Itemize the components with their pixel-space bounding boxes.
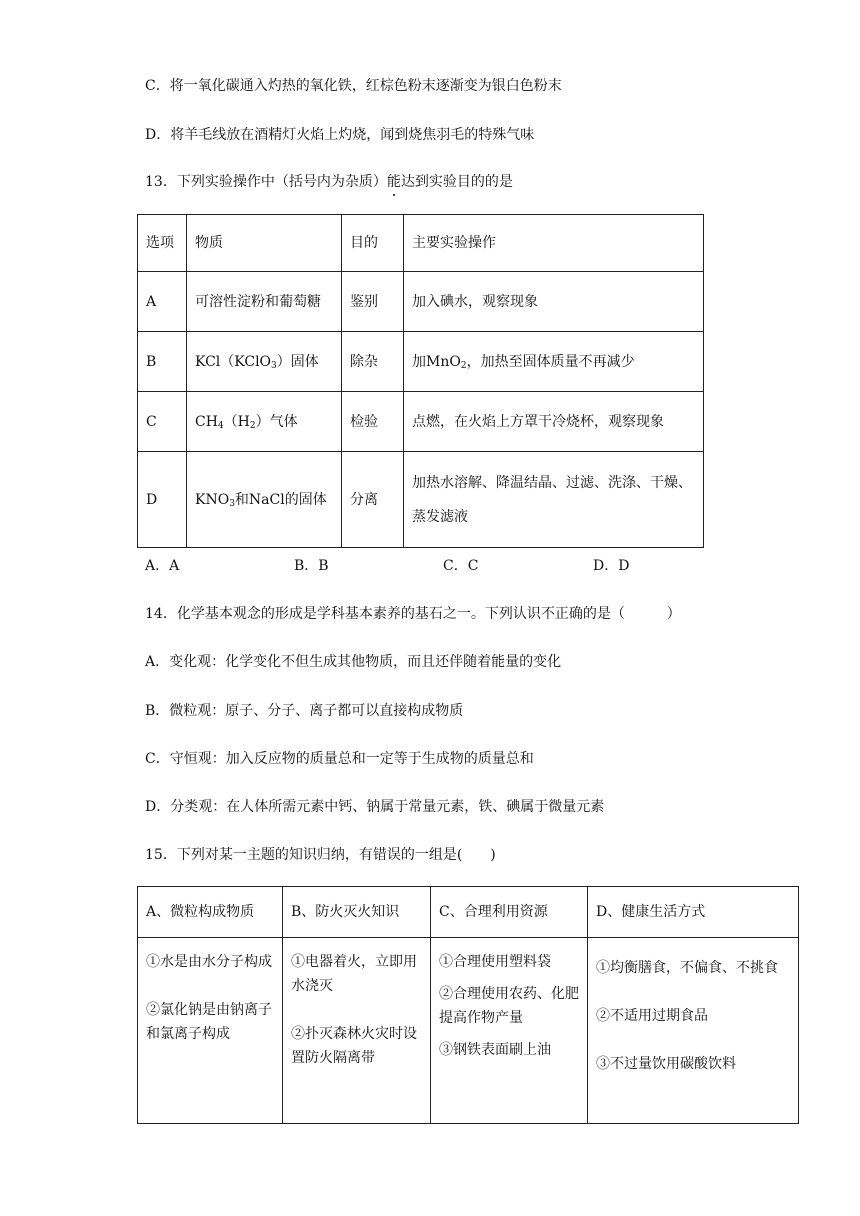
q13-emphasis-char: 能 xyxy=(386,174,401,190)
t13-row-c-substance: $CH_4(H_2)$气体 xyxy=(187,392,342,452)
option-d-line: D．将羊毛线放在酒精灯火焰上灼烧，闻到烧焦羽毛的特殊气味 xyxy=(145,127,535,143)
t15-c-item-2: ②合理使用农药、化肥提高作物产量 xyxy=(439,986,579,1026)
question-15-stem: 15．下列对某一主题的知识归纳，有错误的一组是( ) xyxy=(145,847,496,863)
q13-option-b[interactable]: B．B xyxy=(294,558,329,574)
t13-row-d-substance: $KNO_3$和NaCl的固体 xyxy=(187,452,342,548)
t13-row-a-purpose: 鉴别 xyxy=(342,272,404,332)
t15-c-item-3: ③钢铁表面刷上油 xyxy=(439,1042,551,1058)
t13-row-a-option: A xyxy=(138,272,187,332)
q14-option-c[interactable]: C．守恒观：加入反应物的质量总和一定等于生成物的质量总和 xyxy=(145,751,534,767)
t13-row-b-option: B xyxy=(138,332,187,392)
option-c-line: C．将一氧化碳通入灼热的氧化铁，红棕色粉末逐渐变为银白色粉末 xyxy=(145,78,562,94)
t15-d-item-3: ③不过量饮用碳酸饮料 xyxy=(596,1056,736,1072)
t15-cell-d xyxy=(588,938,799,1124)
t15-header-b: B、防火灭火知识 xyxy=(283,887,431,938)
t13-row-c-operation: 点燃，在火焰上方罩干冷烧杯，观察现象 xyxy=(404,392,704,452)
t13-header-purpose: 目的 xyxy=(342,215,404,272)
t13-header-option: 选项 xyxy=(138,215,187,272)
t15-b-item-1: ①电器着火，立即用水浇灭 xyxy=(291,954,417,994)
t13-row-b-substance: KCl（KClO$_3$）固体 xyxy=(187,332,342,392)
t13-row-b-operation: 加MnO$_2$，加热至固体质量不再减少 xyxy=(404,332,704,392)
question-13-table xyxy=(137,214,704,548)
t15-header-a: A、微粒构成物质 xyxy=(138,887,283,938)
q13-option-c[interactable]: C．C xyxy=(443,558,479,574)
t13-row-d-operation: 加热水溶解、降温结晶、过滤、洗涤、干燥、 蒸发滤液 xyxy=(404,452,704,548)
t15-a-item-1: ①水是由水分子构成 xyxy=(146,954,272,970)
t15-b-item-2: ②扑灭森林火灾时设置防火隔离带 xyxy=(291,1026,417,1066)
q13-option-d[interactable]: D．D xyxy=(593,558,630,574)
t15-header-c: C、合理利用资源 xyxy=(431,887,588,938)
question-15-table xyxy=(137,886,799,1124)
t13-row-c-option: C xyxy=(138,392,187,452)
t15-c-item-1: ①合理使用塑料袋 xyxy=(439,954,551,970)
t13-row-d-purpose: 分离 xyxy=(342,452,404,548)
question-14-stem: 14．化学基本观念的形成是学科基本素养的基石之一。下列认识不正确的是（ ） xyxy=(145,606,681,622)
t13-header-operation: 主要实验操作 xyxy=(404,215,704,272)
q13-stem-part2: 达到实验目的的是 xyxy=(400,174,513,190)
t15-d-item-2: ②不适用过期食品 xyxy=(596,1008,708,1024)
t15-cell-c xyxy=(431,938,588,1124)
t13-row-d-option: D xyxy=(138,452,187,548)
t15-cell-a xyxy=(138,938,283,1124)
q14-option-d[interactable]: D．分类观：在人体所需元素中钙、钠属于常量元素，铁、碘属于微量元素 xyxy=(145,799,605,815)
q13-option-a[interactable]: A．A xyxy=(145,558,180,574)
t13-row-a-substance: 可溶性淀粉和葡萄糖 xyxy=(187,272,342,332)
t13-header-substance: 物质 xyxy=(187,215,342,272)
t13-row-b-purpose: 除杂 xyxy=(342,332,404,392)
q14-option-a[interactable]: A．变化观：化学变化不但生成其他物质，而且还伴随着能量的变化 xyxy=(145,654,562,670)
q13-stem-part1: 13．下列实验操作中（括号内为杂质） xyxy=(145,174,387,190)
t13-row-c-purpose: 检验 xyxy=(342,392,404,452)
t13-row-a-operation: 加入碘水，观察现象 xyxy=(404,272,704,332)
t15-d-item-1: ①均衡膳食，不偏食、不挑食 xyxy=(596,960,778,976)
t15-cell-b xyxy=(283,938,431,1124)
t15-header-d: D、健康生活方式 xyxy=(588,887,799,938)
q14-option-b[interactable]: B．微粒观：原子、分子、离子都可以直接构成物质 xyxy=(145,703,464,719)
t15-a-item-2: ②氯化钠是由钠离子和氯离子构成 xyxy=(146,1002,272,1042)
question-13-stem xyxy=(145,172,513,192)
